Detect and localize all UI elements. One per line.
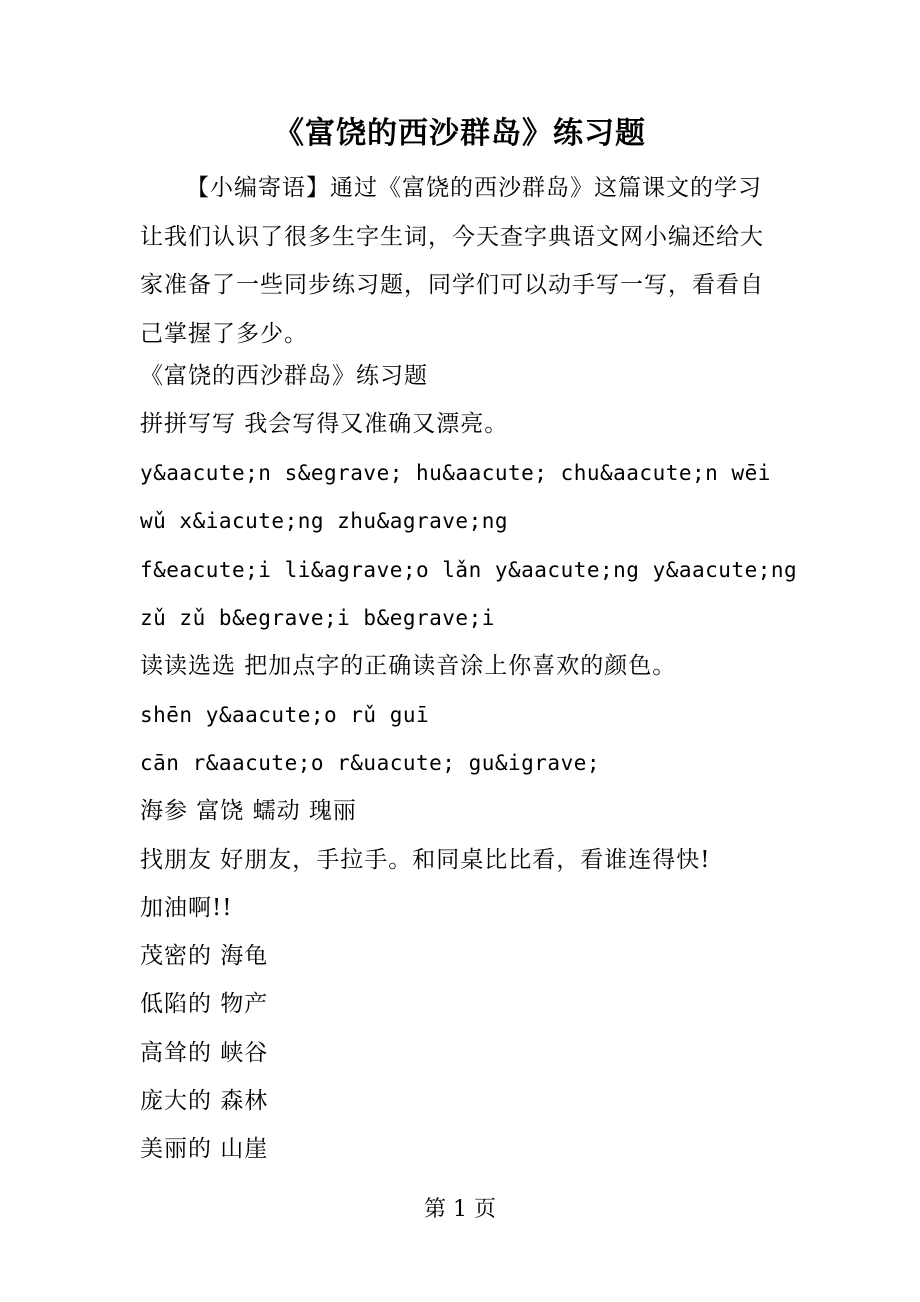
page-number: 第 1 页 (424, 1197, 496, 1222)
matching-row: 高耸的 峡谷 (140, 1040, 269, 1066)
matching-row: 庞大的 森林 (140, 1088, 269, 1114)
exercise-heading-find-friends: 找朋友 好朋友，手拉手。和同桌比比看，看谁连得快! (140, 847, 711, 873)
pinyin-line: wǔ x&iacute;ng zhu&agrave;ng (140, 509, 509, 533)
word-list: 海参 富饶 蠕动 瑰丽 (140, 798, 357, 824)
matching-row: 低陷的 物产 (140, 991, 269, 1017)
pinyin-line: f&eacute;i li&agrave;o lǎn y&aacute;ng y&aacute;ng (140, 558, 798, 582)
pinyin-line: shēn y&aacute;o rǔ guī (140, 703, 430, 727)
exercise-heading-read-choose: 读读选选 把加点字的正确读音涂上你喜欢的颜色。 (140, 653, 677, 679)
pinyin-line: cān r&aacute;o r&uacute; gu&igrave; (140, 751, 601, 775)
encouragement-text: 加油啊!! (140, 895, 233, 921)
matching-row: 茂密的 海龟 (140, 943, 269, 969)
section-subtitle: 《富饶的西沙群岛》练习题 (140, 363, 428, 389)
pinyin-line: y&aacute;n s&egrave; hu&aacute; chu&aacute;n wēi (140, 461, 771, 485)
pinyin-line: zǔ zǔ b&egrave;i b&egrave;i (140, 606, 495, 630)
exercise-heading-pinyin-writing: 拼拼写写 我会写得又准确又漂亮。 (140, 411, 509, 437)
matching-row: 美丽的 山崖 (140, 1136, 269, 1162)
intro-paragraph: 【小编寄语】通过《富饶的西沙群岛》这篇课文的学习让我们认识了很多生字生词，今天查字典语文网小编还给大家准备了一些同步练习题，同学们可以动手写一写，看看自己掌握了多少。 (140, 175, 764, 347)
page-title: 《富饶的西沙群岛》练习题 (274, 116, 646, 151)
